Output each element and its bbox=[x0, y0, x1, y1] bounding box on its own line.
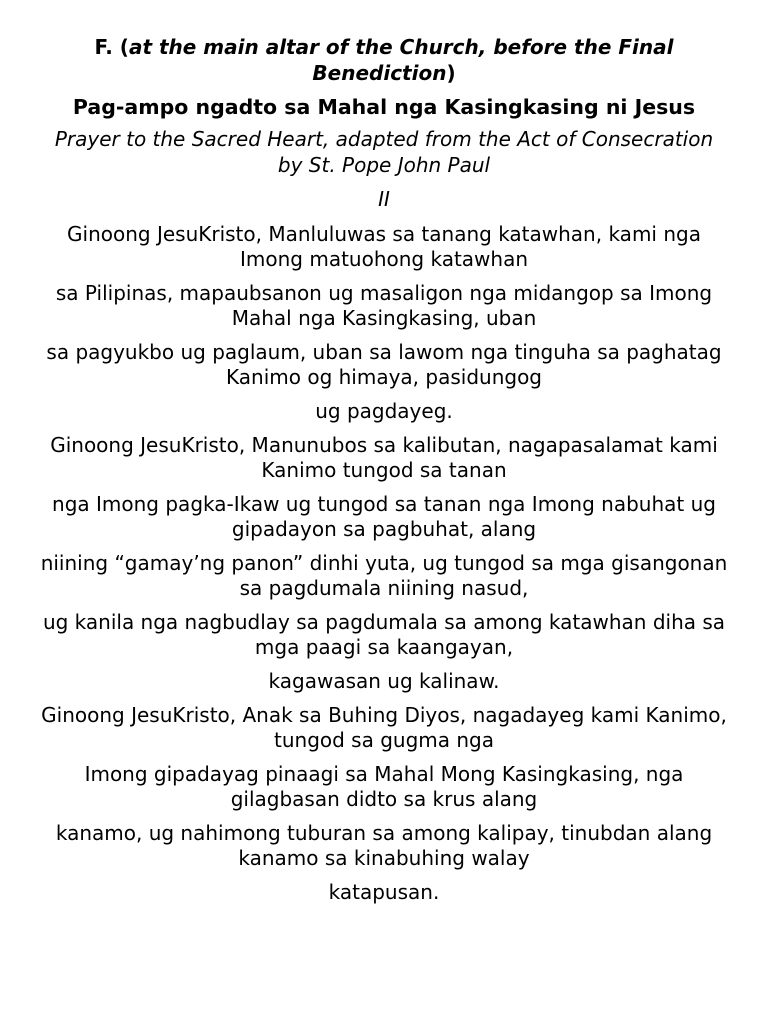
section-heading bbox=[40, 34, 728, 86]
paragraph-11: Imong gipadayag pinaagi sa Mahal Mong Kasingkasing, nga gilagbasan didto sa krus alang bbox=[84, 762, 684, 811]
paragraph-6: nga Imong pagka-Ikaw ug tungod sa tanan nga Imong nabuhat ug gipadayon sa pagbuhat, alang bbox=[52, 492, 716, 541]
paragraph-12: kanamo, ug nahimong tuburan sa among kalipay, tinubdan alang kanamo sa kinabuhing walay bbox=[55, 821, 713, 870]
paragraph-4: ug pagdayeg. bbox=[315, 399, 453, 423]
heading-prefix: F. ( bbox=[94, 35, 129, 59]
prayer-subtitle-tail: II bbox=[378, 187, 390, 211]
paragraph-10: Ginoong JesuKristo, Anak sa Buhing Diyos, nagadayeg kami Kanimo, tungod sa gugma nga bbox=[41, 703, 727, 752]
paragraph-9: kagawasan ug kalinaw. bbox=[268, 669, 500, 693]
paragraph-7: niining “gamay’ng panon” dinhi yuta, ug tungod sa mga gisangonan sa pagdumala niining nasud, bbox=[40, 551, 728, 600]
heading-italic: at the main altar of the Church, before the Final Benediction bbox=[128, 35, 674, 85]
prayer-title: Pag-ampo ngadto sa Mahal nga Kasingkasing ni Jesus bbox=[72, 95, 696, 119]
heading-suffix: ) bbox=[446, 61, 456, 85]
paragraph-5: Ginoong JesuKristo, Manunubos sa kalibutan, nagapasalamat kami Kanimo tungod sa tanan bbox=[50, 433, 718, 482]
paragraph-2: sa Pilipinas, mapaubsanon ug masaligon nga midangop sa Imong Mahal nga Kasingkasing, uban bbox=[55, 281, 713, 330]
prayer-subtitle: Prayer to the Sacred Heart, adapted from the Act of Consecration by St. Pope John Paul bbox=[54, 127, 714, 177]
paragraph-1: Ginoong JesuKristo, Manluluwas sa tanang katawhan, kami nga Imong matuohong katawhan bbox=[67, 222, 701, 271]
paragraph-13: katapusan. bbox=[328, 880, 440, 904]
paragraph-3: sa pagyukbo ug paglaum, uban sa lawom nga tinguha sa paghatag Kanimo og himaya, pasidungog bbox=[46, 340, 722, 389]
paragraph-8: ug kanila nga nagbudlay sa pagdumala sa among katawhan diha sa mga paagi sa kaangayan, bbox=[42, 610, 726, 659]
